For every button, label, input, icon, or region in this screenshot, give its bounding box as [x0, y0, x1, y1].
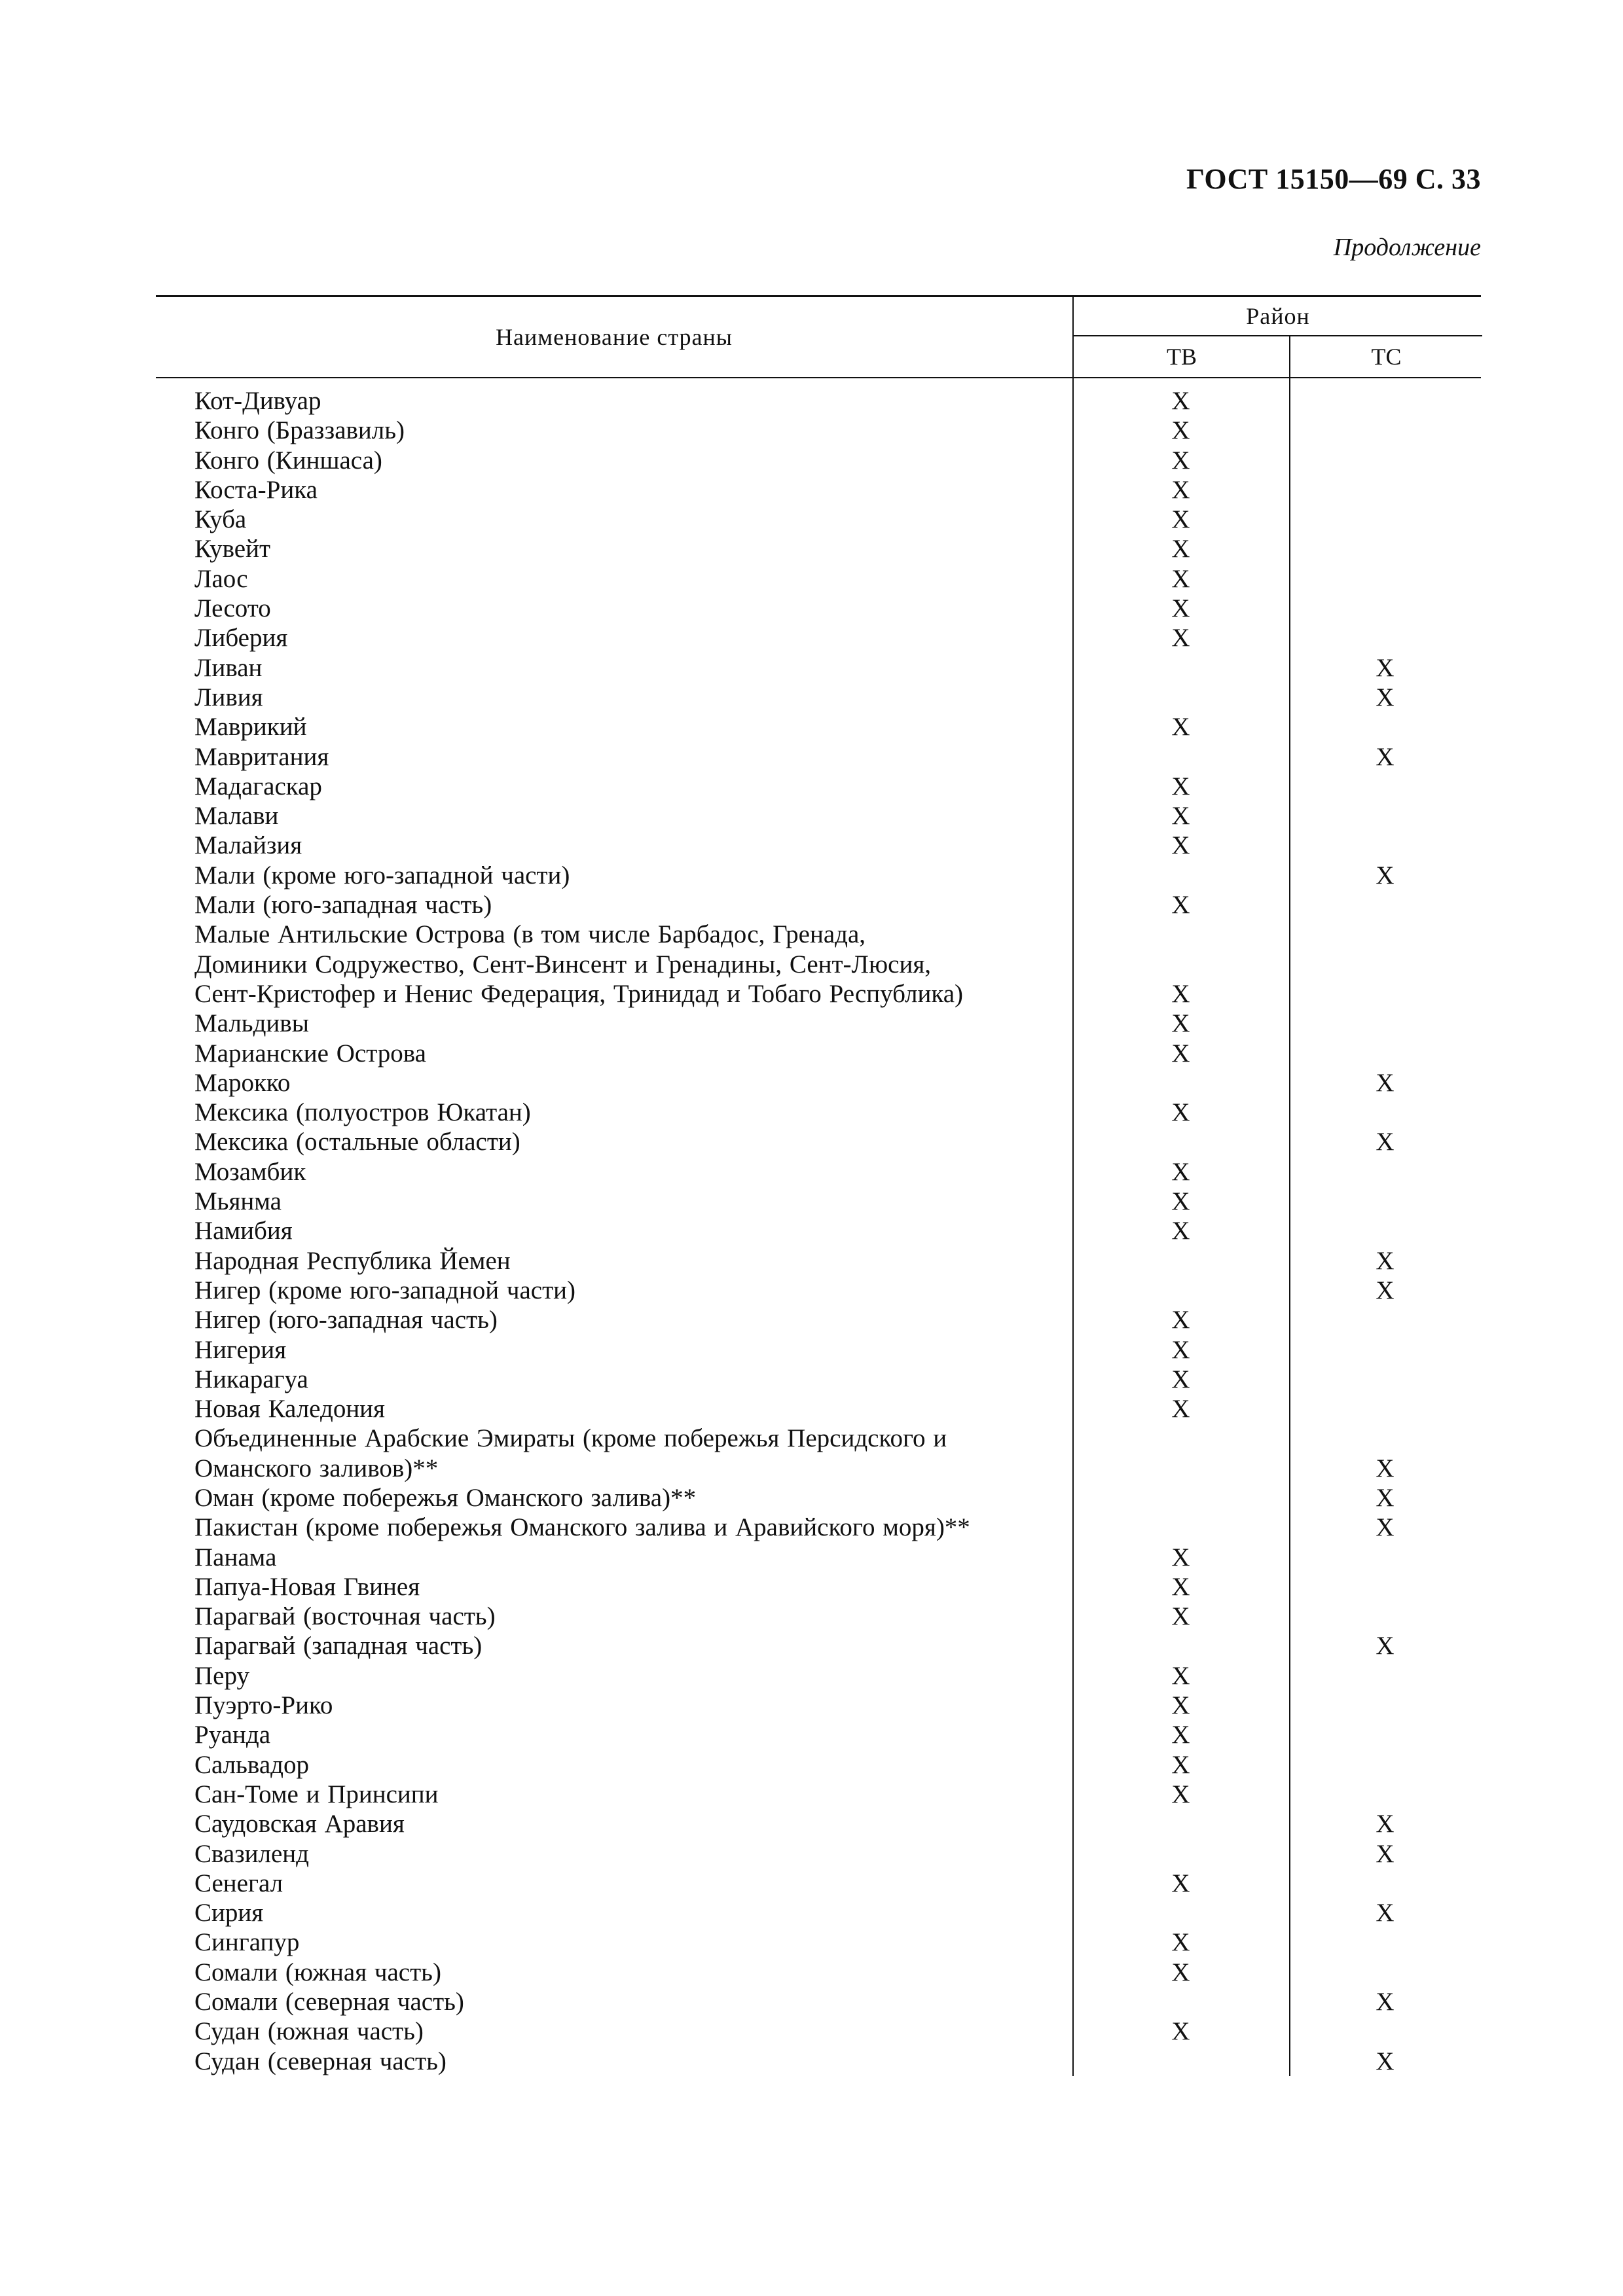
table-row [156, 801, 1481, 831]
table-row [156, 1127, 1481, 1157]
tv-mark-cell [1072, 861, 1289, 890]
table-row [156, 831, 1481, 860]
tv-mark-cell [1072, 1424, 1289, 1483]
tv-mark-cell: X [1171, 387, 1190, 415]
country-name-cell: Марокко [194, 1068, 291, 1097]
tv-mark-cell: X [1171, 979, 1190, 1008]
ts-mark-cell [1289, 772, 1481, 801]
ts-mark-cell [1289, 1572, 1481, 1602]
country-name-cell: Руанда [194, 1721, 271, 1749]
table-row [156, 653, 1481, 683]
country-name-cell: Мали (юго-западная часть) [194, 891, 492, 920]
ts-mark-cell: X [1376, 2047, 1395, 2075]
tv-mark-cell: X [1171, 564, 1190, 593]
country-name-cell: Сомали (северная часть) [194, 1988, 464, 2017]
table-row [156, 1543, 1481, 1572]
table-row [156, 1335, 1481, 1365]
tv-mark-cell [1072, 1898, 1289, 1928]
country-name-cell: Мадагаскар [194, 772, 322, 800]
tv-mark-cell: X [1171, 1039, 1190, 1067]
ts-mark-cell [1289, 505, 1481, 534]
table-row [156, 1483, 1481, 1513]
country-name-cell: Нигерия [194, 1335, 287, 1364]
country-name-cell: Судан (южная часть) [194, 2017, 424, 2046]
ts-mark-cell: X [1376, 1839, 1395, 1868]
ts-mark-cell [1289, 801, 1481, 831]
tv-mark-cell: X [1171, 475, 1190, 504]
ts-mark-cell: X [1376, 1068, 1395, 1097]
country-name-cell: Мозамбик [194, 1157, 306, 1186]
tv-mark-cell: X [1171, 1365, 1190, 1393]
country-name-cell: Сирия [194, 1899, 264, 1928]
tv-mark-cell: X [1171, 1395, 1190, 1424]
country-name-cell: Куба [194, 505, 247, 534]
tv-mark-cell: X [1171, 1009, 1190, 1038]
table-row [156, 1691, 1481, 1720]
table-row [156, 2047, 1481, 2076]
table-row [156, 1839, 1481, 1869]
tv-mark-cell [1072, 1809, 1289, 1839]
table-row [156, 1869, 1481, 1898]
country-name-cell: Мальдивы [194, 1009, 309, 1038]
ts-mark-cell [1289, 920, 1481, 1009]
ts-mark-cell [1289, 1039, 1481, 1068]
ts-mark-cell [1289, 1750, 1481, 1780]
table-row [156, 1157, 1481, 1187]
country-name-cell: Пуэрто-Рико [194, 1691, 333, 1720]
ts-mark-cell [1289, 1216, 1481, 1246]
ts-mark-cell [1289, 386, 1481, 416]
country-name-cell: Сингапур [194, 1928, 300, 1957]
ts-mark-cell [1289, 1335, 1481, 1365]
country-name-cell: Оман (кроме побережья Оманского залива)** [194, 1483, 697, 1512]
ts-mark-cell [1289, 446, 1481, 475]
country-name-cell: Нигер (юго-западная часть) [194, 1306, 498, 1335]
table-row [156, 1987, 1481, 2017]
table-row [156, 1187, 1481, 1216]
country-name-cell: Сенегал [194, 1869, 283, 1897]
ts-mark-cell: X [1376, 1246, 1395, 1275]
country-name-cell: Намибия [194, 1217, 293, 1246]
tv-mark-cell [1072, 1127, 1289, 1157]
table-row [156, 1780, 1481, 1809]
table-row [156, 475, 1481, 505]
table-row [156, 683, 1481, 712]
country-name-cell: Мьянма [194, 1187, 282, 1216]
ts-mark-cell [1289, 623, 1481, 653]
ts-mark-cell [1289, 1157, 1481, 1187]
country-name-cell: Малави [194, 802, 279, 831]
tv-mark-cell: X [1171, 416, 1190, 445]
country-name-cell: Малые Антильские Острова (в том числе Барбадос, Гренада, Доминики Содружество, Сент-Винсент и Гренадины, Сент-Люсия, Сент-Кристофер и Ненис Федерация, Тринидад и Тобаго Республика) [194, 920, 964, 1008]
tv-mark-cell: X [1171, 1750, 1190, 1779]
country-name-cell: Ливия [194, 683, 263, 711]
table-row [156, 772, 1481, 801]
table-row [156, 1068, 1481, 1098]
table-row [156, 1424, 1481, 1483]
ts-mark-cell: X [1376, 683, 1395, 711]
table-row [156, 534, 1481, 564]
ts-mark-cell [1289, 1098, 1481, 1127]
country-name-cell: Парагвай (западная часть) [194, 1632, 483, 1660]
table-row [156, 742, 1481, 772]
ts-mark-cell: X [1376, 653, 1395, 682]
column-header-country: Наименование страны [496, 324, 733, 350]
tv-mark-cell: X [1171, 1187, 1190, 1216]
country-name-cell: Мавритания [194, 742, 329, 771]
table-row [156, 1720, 1481, 1749]
ts-mark-cell [1289, 416, 1481, 445]
table-row [156, 1276, 1481, 1305]
ts-mark-cell [1289, 1780, 1481, 1809]
country-name-cell: Марианские Острова [194, 1039, 426, 1067]
table-row [156, 1631, 1481, 1660]
table-row [156, 890, 1481, 920]
continuation-label: Продолжение [1333, 234, 1481, 261]
table-row [156, 1039, 1481, 1068]
country-name-cell: Маврикий [194, 713, 307, 742]
ts-mark-cell [1289, 564, 1481, 594]
ts-mark-cell [1289, 1305, 1481, 1335]
table-row [156, 1365, 1481, 1394]
tv-mark-cell [1072, 2047, 1289, 2076]
country-name-cell: Сальвадор [194, 1750, 309, 1779]
ts-mark-cell [1289, 475, 1481, 505]
tv-mark-cell [1072, 1987, 1289, 2017]
table-row [156, 564, 1481, 594]
table-body [156, 378, 1481, 2076]
tv-mark-cell: X [1171, 1157, 1190, 1186]
table-row [156, 1009, 1481, 1038]
table-row [156, 446, 1481, 475]
ts-mark-cell: X [1376, 1483, 1395, 1512]
ts-mark-cell: X [1376, 1454, 1395, 1482]
ts-mark-cell: X [1376, 1128, 1395, 1157]
ts-mark-cell [1289, 1691, 1481, 1720]
tv-mark-cell [1072, 1246, 1289, 1276]
country-name-cell: Сан-Томе и Принсипи [194, 1780, 439, 1808]
ts-mark-cell [1289, 534, 1481, 564]
tv-mark-cell: X [1171, 1098, 1190, 1127]
country-name-cell: Объединенные Арабские Эмираты (кроме побережья Персидского и Оманского заливов)** [194, 1424, 947, 1482]
country-name-cell: Либерия [194, 624, 288, 653]
tv-mark-cell: X [1171, 1335, 1190, 1364]
country-name-cell: Лесото [194, 594, 271, 623]
tv-mark-cell: X [1171, 505, 1190, 534]
ts-mark-cell [1289, 594, 1481, 623]
tv-mark-cell: X [1171, 1958, 1190, 1986]
table-row [156, 1305, 1481, 1335]
table-row [156, 594, 1481, 623]
table-row [156, 1572, 1481, 1602]
ts-mark-cell: X [1376, 1810, 1395, 1839]
tv-mark-cell: X [1171, 831, 1190, 860]
ts-mark-cell [1289, 1602, 1481, 1631]
table-row [156, 386, 1481, 416]
table-header [156, 295, 1481, 378]
table-row [156, 1098, 1481, 1127]
country-name-cell: Кувейт [194, 535, 270, 564]
table-row [156, 1661, 1481, 1691]
country-name-cell: Ливан [194, 653, 263, 682]
tv-mark-cell [1072, 742, 1289, 772]
tv-mark-cell [1072, 1513, 1289, 1542]
tv-mark-cell: X [1171, 772, 1190, 800]
country-name-cell: Конго (Киншаса) [194, 446, 382, 475]
tv-mark-cell: X [1171, 1572, 1190, 1601]
table-row [156, 623, 1481, 653]
ts-mark-cell [1289, 1869, 1481, 1898]
ts-mark-cell [1289, 1365, 1481, 1394]
country-name-cell: Сомали (южная часть) [194, 1958, 441, 1986]
table-row [156, 1216, 1481, 1246]
tv-mark-cell: X [1171, 802, 1190, 831]
country-name-cell: Лаос [194, 564, 248, 593]
tv-mark-cell: X [1171, 1780, 1190, 1808]
table-row [156, 861, 1481, 890]
tv-mark-cell: X [1171, 594, 1190, 623]
ts-mark-cell [1289, 1187, 1481, 1216]
tv-mark-cell [1072, 1631, 1289, 1660]
tv-mark-cell: X [1171, 446, 1190, 475]
country-name-cell: Никарагуа [194, 1365, 308, 1393]
ts-mark-cell: X [1376, 1276, 1395, 1304]
country-name-cell: Новая Каледония [194, 1395, 385, 1424]
table-row [156, 1602, 1481, 1631]
country-name-cell: Малайзия [194, 831, 302, 860]
ts-mark-cell [1289, 831, 1481, 860]
country-name-cell: Мексика (остальные области) [194, 1128, 520, 1157]
tv-mark-cell: X [1171, 1543, 1190, 1571]
country-name-cell: Мали (кроме юго-западной части) [194, 861, 570, 889]
country-name-cell: Судан (северная часть) [194, 2047, 447, 2075]
tv-mark-cell: X [1171, 891, 1190, 920]
country-name-cell: Папуа-Новая Гвинея [194, 1572, 420, 1601]
country-name-cell: Мексика (полуостров Юкатан) [194, 1098, 531, 1127]
country-name-cell: Коста-Рика [194, 475, 318, 504]
tv-mark-cell: X [1171, 1721, 1190, 1749]
table-row [156, 416, 1481, 445]
tv-mark-cell: X [1171, 1602, 1190, 1631]
ts-mark-cell [1289, 1958, 1481, 1987]
table-row [156, 2017, 1481, 2046]
table-row [156, 1750, 1481, 1780]
ts-mark-cell: X [1376, 1988, 1395, 2017]
ts-mark-cell [1289, 1394, 1481, 1424]
country-name-cell: Свазиленд [194, 1839, 309, 1868]
tv-mark-cell [1072, 1068, 1289, 1098]
table-row [156, 1809, 1481, 1839]
table-row [156, 1246, 1481, 1276]
country-name-cell: Народная Республика Йемен [194, 1246, 511, 1275]
tv-mark-cell: X [1171, 1691, 1190, 1720]
table-row [156, 1958, 1481, 1987]
column-header-tv: ТВ [1072, 336, 1290, 377]
ts-mark-cell [1289, 1928, 1481, 1957]
country-name-cell: Панама [194, 1543, 277, 1571]
table-row [156, 1898, 1481, 1928]
tv-mark-cell [1072, 683, 1289, 712]
tv-mark-cell [1072, 653, 1289, 683]
tv-mark-cell: X [1171, 713, 1190, 742]
ts-mark-cell: X [1376, 861, 1395, 889]
page-header: ГОСТ 15150—69 С. 33 [1186, 163, 1481, 195]
table-row [156, 1513, 1481, 1542]
ts-mark-cell: X [1376, 742, 1395, 771]
ts-mark-cell [1289, 1009, 1481, 1038]
table-row [156, 1394, 1481, 1424]
tv-mark-cell: X [1171, 1869, 1190, 1897]
ts-mark-cell [1289, 890, 1481, 920]
tv-mark-cell: X [1171, 1661, 1190, 1690]
country-name-cell: Нигер (кроме юго-западной части) [194, 1276, 576, 1304]
country-name-cell: Парагвай (восточная часть) [194, 1602, 496, 1631]
table-row [156, 920, 1481, 1009]
tv-mark-cell: X [1171, 535, 1190, 564]
table-row [156, 712, 1481, 742]
table-row [156, 505, 1481, 534]
table-row [156, 1928, 1481, 1957]
tv-mark-cell: X [1171, 624, 1190, 653]
ts-mark-cell: X [1376, 1899, 1395, 1928]
tv-mark-cell [1072, 1839, 1289, 1869]
country-name-cell: Саудовская Аравия [194, 1810, 405, 1839]
ts-mark-cell [1289, 1661, 1481, 1691]
country-name-cell: Перу [194, 1661, 249, 1690]
ts-mark-cell: X [1376, 1513, 1395, 1542]
tv-mark-cell: X [1171, 1928, 1190, 1957]
tv-mark-cell: X [1171, 1306, 1190, 1335]
column-header-region: Район [1072, 297, 1482, 336]
ts-mark-cell [1289, 2017, 1481, 2046]
ts-mark-cell [1289, 1543, 1481, 1572]
country-region-table [156, 295, 1481, 2076]
country-name-cell: Кот-Дивуар [194, 387, 321, 415]
ts-mark-cell [1289, 1720, 1481, 1749]
tv-mark-cell: X [1171, 1217, 1190, 1246]
tv-mark-cell: X [1171, 2017, 1190, 2046]
ts-mark-cell: X [1376, 1632, 1395, 1660]
ts-mark-cell [1289, 712, 1481, 742]
country-name-cell: Пакистан (кроме побережья Оманского залива и Аравийского моря)** [194, 1513, 970, 1542]
tv-mark-cell [1072, 1276, 1289, 1305]
tv-mark-cell [1072, 1483, 1289, 1513]
column-header-ts: ТС [1289, 336, 1482, 377]
country-name-cell: Конго (Браззавиль) [194, 416, 405, 445]
